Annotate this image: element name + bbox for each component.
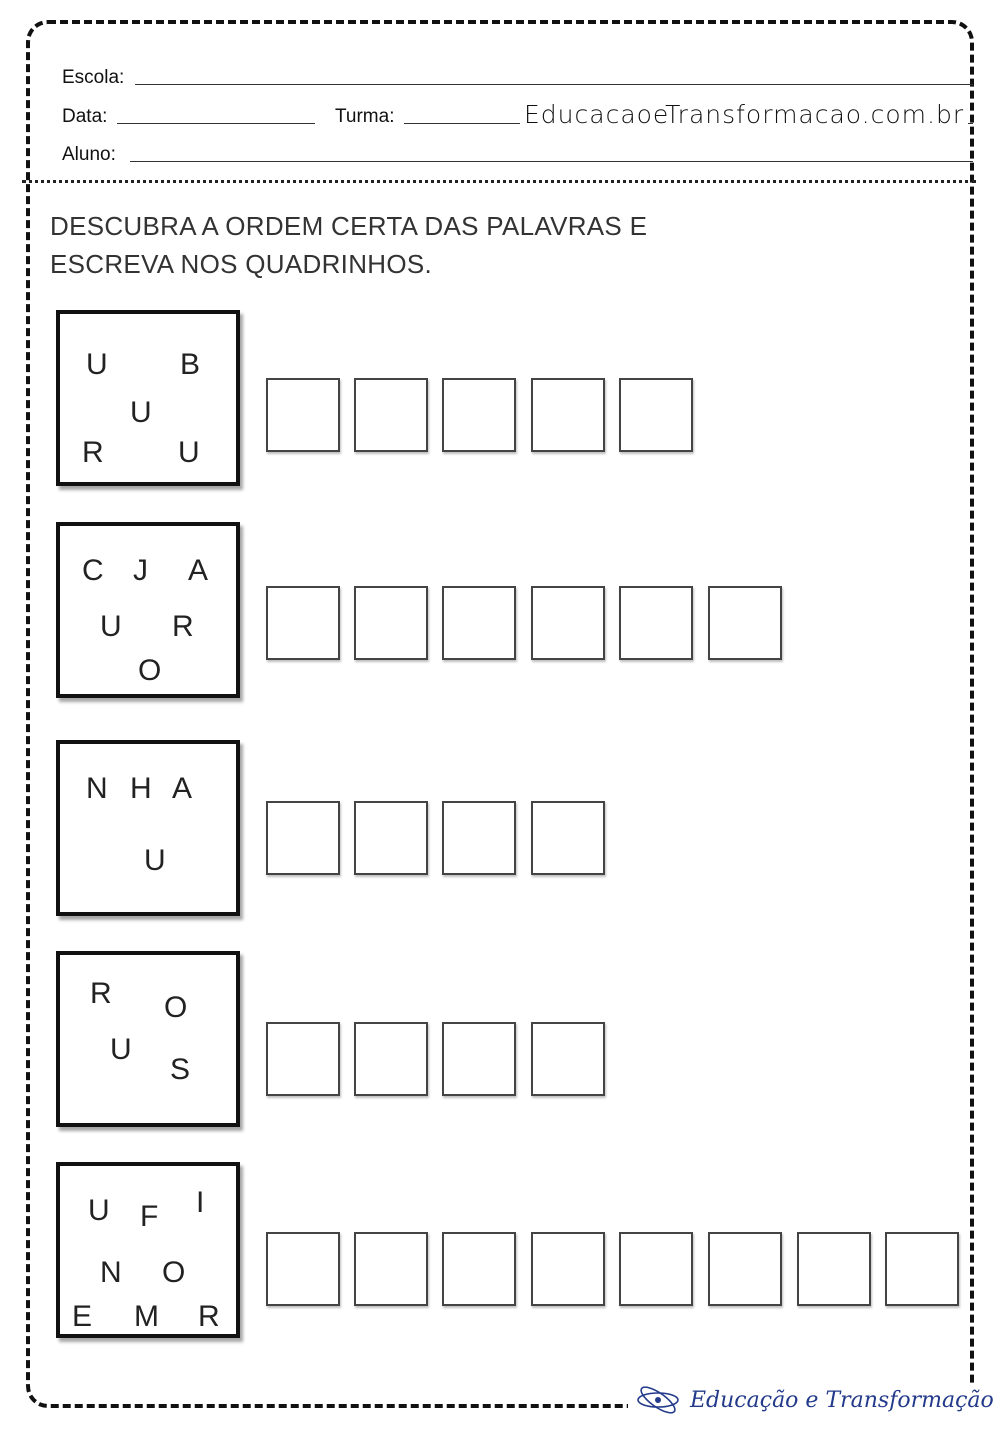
scrambled-letter: U — [86, 348, 108, 381]
answer-box[interactable] — [797, 1232, 871, 1306]
date-label: Data: — [62, 106, 108, 127]
scrambled-letter: U — [178, 436, 200, 469]
class-label: Turma: — [335, 106, 395, 127]
scrambled-letter: N — [86, 772, 108, 805]
scrambled-letter: J — [133, 554, 148, 587]
footer-logo-text: Educação e Transformação — [690, 1387, 994, 1413]
answer-box[interactable] — [531, 586, 605, 660]
answer-box[interactable] — [266, 801, 340, 875]
letter-card-2 — [56, 522, 240, 698]
scrambled-letter: M — [134, 1300, 159, 1333]
scrambled-letter: R — [172, 610, 194, 643]
scrambled-letter: S — [170, 1053, 191, 1086]
letter-card-3 — [56, 740, 240, 916]
answer-box[interactable] — [708, 1232, 782, 1306]
answer-box[interactable] — [442, 1232, 516, 1306]
instructions-line-1: DESCUBRA A ORDEM CERTA DAS PALAVRAS E — [50, 211, 648, 241]
scrambled-letter: A — [188, 554, 209, 587]
instructions — [50, 207, 647, 283]
scrambled-letter: U — [88, 1194, 110, 1227]
atom-icon — [634, 1385, 682, 1415]
letter-card-1 — [56, 310, 240, 486]
answer-box[interactable] — [531, 1232, 605, 1306]
header-separator — [22, 180, 976, 183]
answer-box[interactable] — [354, 586, 428, 660]
answer-box[interactable] — [266, 586, 340, 660]
date-field[interactable] — [117, 123, 315, 124]
school-field[interactable] — [135, 84, 973, 85]
instructions-line-2: ESCREVA NOS QUADRINHOS. — [50, 249, 433, 279]
answer-box[interactable] — [354, 801, 428, 875]
scrambled-letter: R — [198, 1300, 220, 1333]
scrambled-letter: U — [100, 610, 122, 643]
answer-box[interactable] — [531, 801, 605, 875]
answer-box[interactable] — [354, 378, 428, 452]
scrambled-letter: U — [130, 396, 152, 429]
answer-box[interactable] — [619, 1232, 693, 1306]
answer-box[interactable] — [531, 1022, 605, 1096]
scrambled-letter: A — [172, 772, 193, 805]
scrambled-letter: R — [82, 436, 104, 469]
scrambled-letter: O — [162, 1256, 186, 1289]
letter-card-4 — [56, 951, 240, 1127]
answer-box[interactable] — [354, 1232, 428, 1306]
student-field[interactable] — [130, 161, 973, 162]
school-label: Escola: — [62, 67, 125, 88]
scrambled-letter: U — [144, 844, 166, 877]
answer-box[interactable] — [266, 1022, 340, 1096]
answer-box[interactable] — [531, 378, 605, 452]
answer-box[interactable] — [885, 1232, 959, 1306]
scrambled-letter: B — [180, 348, 201, 381]
scrambled-letter: O — [138, 654, 162, 687]
answer-box[interactable] — [266, 378, 340, 452]
scrambled-letter: R — [90, 977, 112, 1010]
answer-box[interactable] — [442, 1022, 516, 1096]
scrambled-letter: H — [130, 772, 152, 805]
letter-card-5 — [56, 1162, 240, 1338]
answer-box[interactable] — [442, 801, 516, 875]
student-label: Aluno: — [62, 144, 116, 165]
footer-logo — [628, 1385, 1000, 1415]
answer-box[interactable] — [354, 1022, 428, 1096]
answer-box[interactable] — [619, 378, 693, 452]
scrambled-letter: F — [140, 1200, 159, 1233]
scrambled-letter: E — [72, 1300, 93, 1333]
answer-box[interactable] — [442, 378, 516, 452]
scrambled-letter: C — [82, 554, 104, 587]
answer-box[interactable] — [708, 586, 782, 660]
answer-box[interactable] — [266, 1232, 340, 1306]
answer-box[interactable] — [619, 586, 693, 660]
scrambled-letter: U — [110, 1033, 132, 1066]
scrambled-letter: I — [196, 1186, 205, 1219]
answer-box[interactable] — [442, 586, 516, 660]
scrambled-letter: N — [100, 1256, 122, 1289]
website-watermark: EducacaoeTransformacao.com.br — [520, 100, 968, 129]
scrambled-letter: O — [164, 991, 188, 1024]
